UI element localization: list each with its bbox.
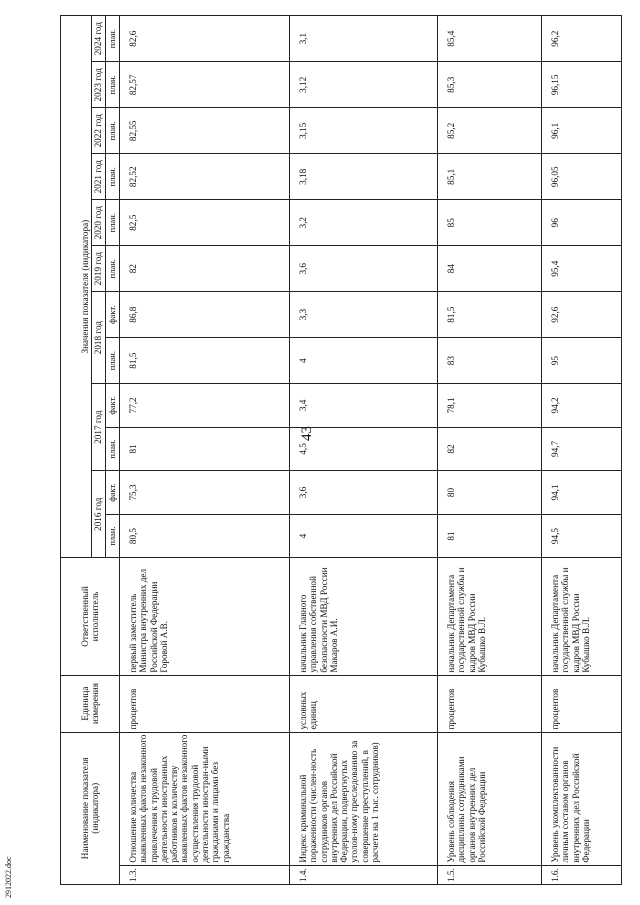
value-2016-fact: 80 (438, 471, 542, 515)
header-plan: план. (106, 246, 120, 292)
header-year-2024: 2024 год (92, 16, 106, 62)
header-year-2021: 2021 год (92, 154, 106, 200)
header-year-2020: 2020 год (92, 200, 106, 246)
value-2016-plan: 81 (438, 514, 542, 558)
row-number: 1.3. (120, 865, 290, 884)
value-2017-fact: 3,4 (290, 384, 438, 428)
value-2022-plan: 3,15 (290, 108, 438, 154)
indicator-responsible: первый заместитель Министра внутренних дел Российской Федерации Горовой А.В. (120, 558, 290, 675)
value-2016-plan: 80,5 (120, 514, 290, 558)
value-2020-plan: 82,5 (120, 200, 290, 246)
row-number: 1.4. (290, 865, 438, 884)
header-responsible: Ответственный исполнитель (61, 558, 120, 675)
value-2018-plan: 83 (438, 338, 542, 384)
value-2016-plan: 4 (290, 514, 438, 558)
value-2018-fact: 92,6 (542, 292, 622, 338)
value-2016-fact: 94,1 (542, 471, 622, 515)
row-number: 1.6. (542, 865, 622, 884)
header-fact: факт. (106, 292, 120, 338)
indicator-name: Уровень соблюдения дисциплины сотрудниками органов внутренних дел Российской Федерации (438, 732, 542, 865)
header-plan: план. (106, 338, 120, 384)
page-number: 43 (299, 426, 315, 441)
header-plan: план. (106, 514, 120, 558)
indicator-name: Индекс криминальной пораженности (числен-ность сотрудников органов внутренних дел Российской Федерации, подвергнутых уголов-ному преследованию за совершение преступлений, в расчете на 1 тыс. сотрудников) (290, 732, 438, 865)
value-2023-plan: 3,12 (290, 62, 438, 108)
value-2016-fact: 75,3 (120, 471, 290, 515)
value-2021-plan: 85,1 (438, 154, 542, 200)
indicator-name: Уровень укомплектованности личным составом органов внутренних дел Российской Федерации (542, 732, 622, 865)
value-2021-plan: 96,05 (542, 154, 622, 200)
rotated-page (60, 15, 591, 885)
header-plan: план. (106, 16, 120, 62)
table-row (542, 16, 622, 885)
value-2022-plan: 96,1 (542, 108, 622, 154)
header-year-2022: 2022 год (92, 108, 106, 154)
value-2018-plan: 95 (542, 338, 622, 384)
value-2018-plan: 4 (290, 338, 438, 384)
indicator-unit: процентов (438, 675, 542, 732)
header-unit: Единица измерения (61, 675, 120, 732)
value-2019-plan: 82 (120, 246, 290, 292)
value-2023-plan: 96,15 (542, 62, 622, 108)
value-2019-plan: 95,4 (542, 246, 622, 292)
value-2019-plan: 84 (438, 246, 542, 292)
header-plan: план. (106, 154, 120, 200)
indicator-unit: процентов (120, 675, 290, 732)
value-2020-plan: 96 (542, 200, 622, 246)
indicator-responsible: начальник Департамента государственной службы и кадров МВД России Кубышко В.Л. (542, 558, 622, 675)
indicator-responsible: начальник Главного управления собственной безопасности МВД России Макаров А.И. (290, 558, 438, 675)
row-number: 1.5. (438, 865, 542, 884)
value-2018-fact: 81,5 (438, 292, 542, 338)
table-row (438, 16, 542, 885)
value-2024-plan: 96,2 (542, 16, 622, 62)
header-year-2017: 2017 год (92, 384, 106, 471)
value-2017-plan: 82 (438, 427, 542, 471)
value-2024-plan: 3,1 (290, 16, 438, 62)
value-2023-plan: 85,3 (438, 62, 542, 108)
header-plan: план. (106, 427, 120, 471)
value-2023-plan: 82,57 (120, 62, 290, 108)
value-2020-plan: 85 (438, 200, 542, 246)
value-2018-fact: 86,8 (120, 292, 290, 338)
table-row (290, 16, 438, 885)
indicator-table (60, 15, 622, 885)
header-plan: план. (106, 62, 120, 108)
header-values-group: Значения показателя (индикатора) (61, 16, 92, 558)
header-plan: план. (106, 200, 120, 246)
value-2017-fact: 78,1 (438, 384, 542, 428)
value-2019-plan: 3,6 (290, 246, 438, 292)
indicator-unit: условных единиц (290, 675, 438, 732)
value-2017-plan: 81 (120, 427, 290, 471)
indicator-name: Отношение количества выявленных фактов незаконного привлечения к трудовой деятельности иностранных работников к количеству выявленных фактов незаконного осуществления трудовой деятельности иностран-ными гражданами и лицами без гражданства (120, 732, 290, 865)
header-year-2016: 2016 год (92, 471, 106, 558)
value-2017-fact: 77,2 (120, 384, 290, 428)
value-2021-plan: 82,52 (120, 154, 290, 200)
table-row (120, 16, 290, 885)
value-2022-plan: 85,2 (438, 108, 542, 154)
value-2024-plan: 85,4 (438, 16, 542, 62)
indicator-responsible: начальник Департамента государственной службы и кадров МВД России Кубышко В.Л. (438, 558, 542, 675)
value-2017-plan: 4,5 (290, 427, 438, 471)
indicator-unit: процентов (542, 675, 622, 732)
header-year-2019: 2019 год (92, 246, 106, 292)
header-name: Наименование показателя (индикатора) (61, 732, 120, 884)
value-2020-plan: 3,2 (290, 200, 438, 246)
value-2018-plan: 81,5 (120, 338, 290, 384)
value-2018-fact: 3,3 (290, 292, 438, 338)
value-2024-plan: 82,6 (120, 16, 290, 62)
value-2016-fact: 3,6 (290, 471, 438, 515)
value-2017-plan: 94,7 (542, 427, 622, 471)
footer-filename: 2912022.doc (4, 856, 13, 898)
value-2022-plan: 82,55 (120, 108, 290, 154)
value-2021-plan: 3,18 (290, 154, 438, 200)
header-fact: факт. (106, 471, 120, 515)
header-year-2023: 2023 год (92, 62, 106, 108)
value-2017-fact: 94,2 (542, 384, 622, 428)
header-year-2018: 2018 год (92, 292, 106, 384)
value-2016-plan: 94,5 (542, 514, 622, 558)
header-plan: план. (106, 108, 120, 154)
header-fact: факт. (106, 384, 120, 428)
